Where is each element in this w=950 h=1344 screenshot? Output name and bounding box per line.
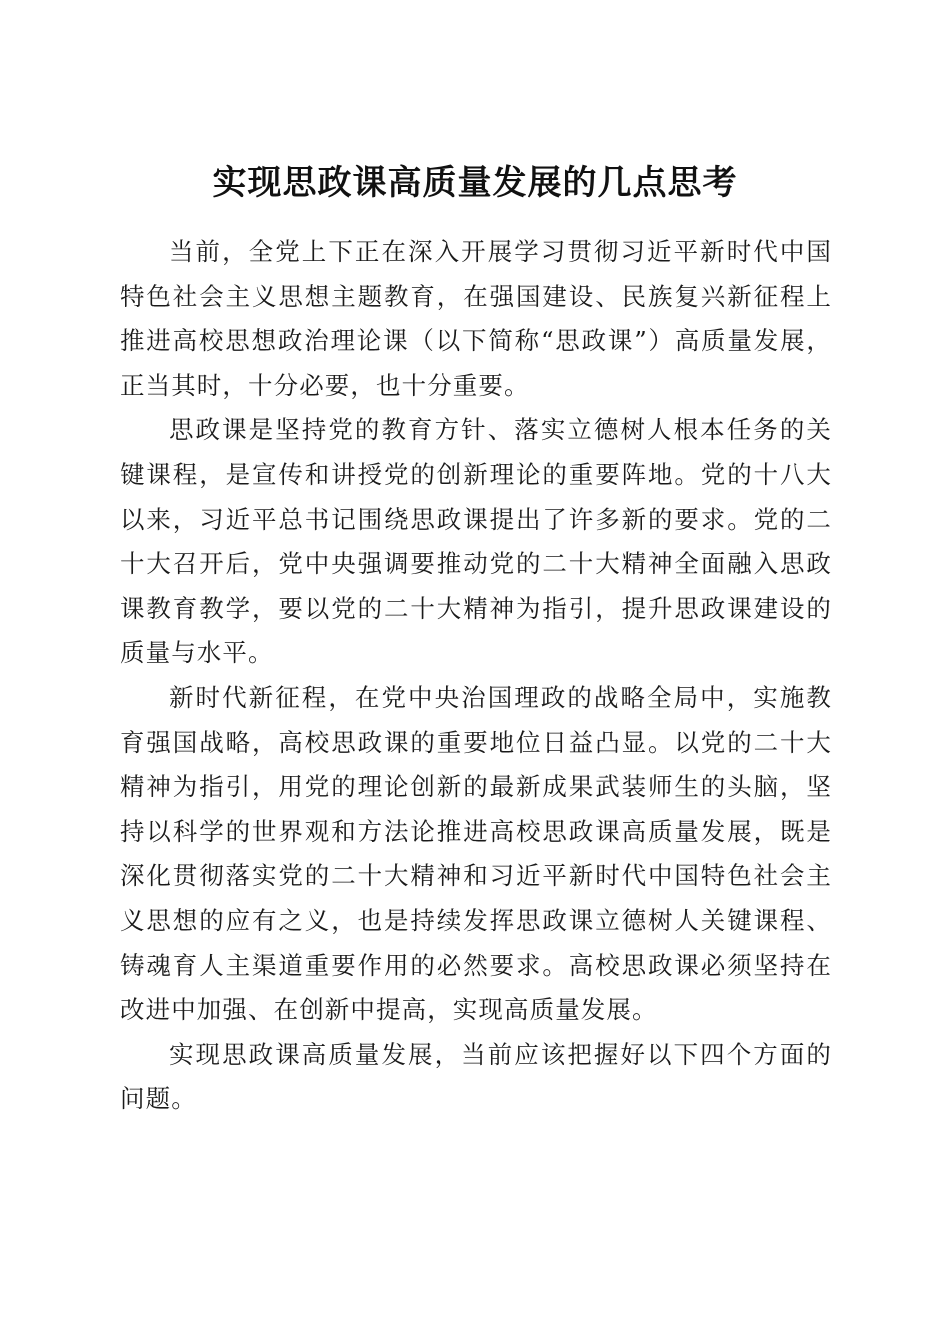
paragraph-intro: 当前，全党上下正在深入开展学习贯彻习近平新时代中国特色社会主义思想主题教育，在强国建设、民族复兴新征程上推进高校思想政治理论课（以下简称“思政课”）高质量发展，正当其时，十分必要，也十分重要。 bbox=[120, 237, 832, 400]
document-title: 实现思政课高质量发展的几点思考 bbox=[212, 162, 738, 203]
document-body bbox=[120, 230, 832, 1122]
paragraph-new-era: 新时代新征程，在党中央治国理政的战略全局中，实施教育强国战略，高校思政课的重要地位日益凸显。以党的二十大精神为指引，用党的理论创新的最新成果武装师生的头脑，坚持以科学的世界观和方法论推进高校思政课高质量发展，既是深化贯彻落实党的二十大精神和习近平新时代中国特色社会主义思想的应有之义，也是持续发挥思政课立德树人关键课程、铸魂育人主渠道重要作用的必然要求。高校思政课必须坚持在改进中加强、在创新中提高，实现高质量发展。 bbox=[120, 682, 832, 1025]
paragraph-four-aspects: 实现思政课高质量发展，当前应该把握好以下四个方面的问题。 bbox=[120, 1039, 832, 1114]
paragraph-key-course: 思政课是坚持党的教育方针、落实立德树人根本任务的关键课程，是宣传和讲授党的创新理论的重要阵地。党的十八大以来，习近平总书记围绕思政课提出了许多新的要求。党的二十大召开后，党中央强调要推动党的二十大精神全面融入思政课教育教学，要以党的二十大精神为指引，提升思政课建设的质量与水平。 bbox=[120, 415, 832, 668]
